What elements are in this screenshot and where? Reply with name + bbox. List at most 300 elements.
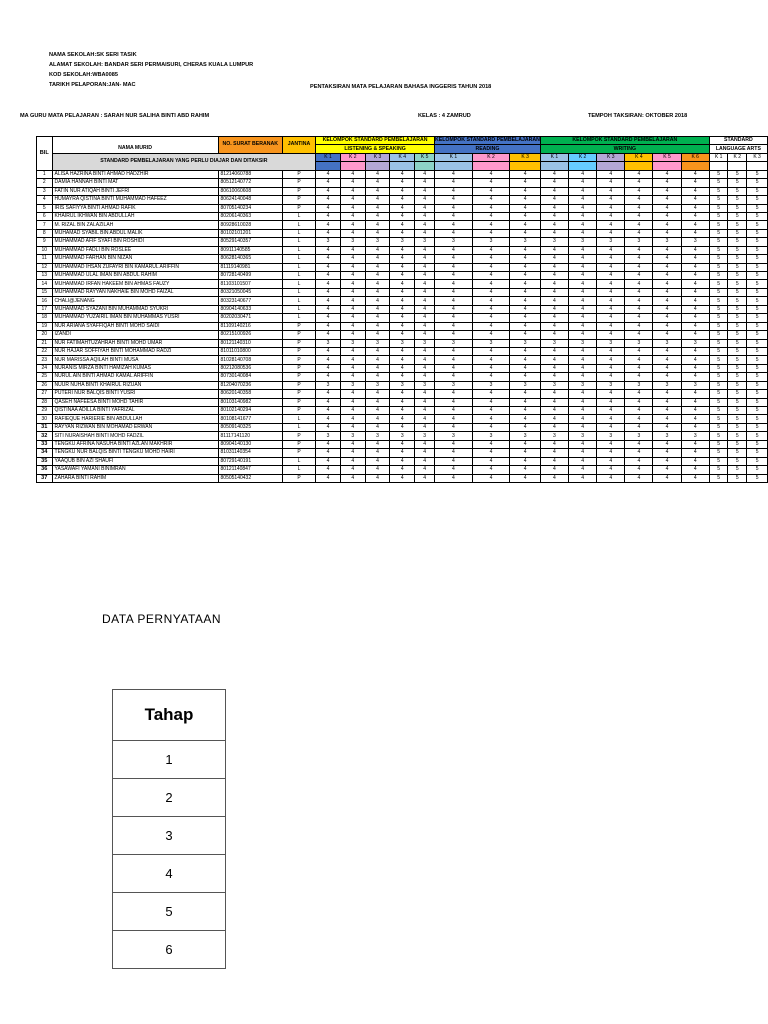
student-gender: L	[282, 280, 315, 288]
table-row	[37, 280, 768, 288]
table-row	[37, 457, 768, 465]
score-cell: 4	[625, 221, 653, 229]
score-cell: 4	[569, 356, 597, 364]
score-cell: 4	[569, 331, 597, 339]
score-cell: 4	[510, 179, 540, 187]
student-name: MUHAMMAD AFIF SYAFI BIN ROSHIDI	[52, 238, 218, 246]
score-cell: 4	[597, 322, 625, 330]
score-cell: 3	[365, 381, 390, 389]
score-cell: 4	[435, 221, 473, 229]
score-cell: 3	[415, 238, 435, 246]
arts-score-cell: 5	[709, 390, 728, 398]
score-cell: 4	[625, 373, 653, 381]
score-cell: 4	[597, 288, 625, 296]
score-cell: 4	[340, 246, 365, 254]
score-cell: 4	[435, 474, 473, 482]
group-writing-sub: WRITING	[540, 145, 709, 153]
arts-score-cell: 5	[728, 339, 747, 347]
student-name: TENGKU NUR BALQIS BINTI TENGKU MOHD HAIRI	[52, 449, 218, 457]
student-gender: P	[282, 407, 315, 415]
score-cell: 4	[472, 170, 510, 178]
student-name: NURANIS MIRZA BINTI HAMIZAH KUMAS	[52, 364, 218, 372]
student-gender: P	[282, 356, 315, 364]
score-cell: 4	[390, 331, 415, 339]
score-cell: 4	[540, 280, 568, 288]
score-cell: 3	[390, 339, 415, 347]
score-cell: 3	[597, 238, 625, 246]
student-ic: 80705140234	[218, 204, 282, 212]
score-cell: 4	[681, 457, 709, 465]
arts-score-cell: 5	[728, 331, 747, 339]
arts-score-cell: 5	[747, 415, 768, 423]
score-cell: 4	[340, 457, 365, 465]
row-bil: 30	[37, 415, 53, 423]
student-ic: 80202030471	[218, 314, 282, 322]
arts-score-cell: 5	[709, 398, 728, 406]
score-cell: 3	[316, 339, 341, 347]
score-cell: 4	[340, 466, 365, 474]
arts-score-cell: 5	[709, 212, 728, 220]
score-cell: 4	[472, 440, 510, 448]
score-cell: 4	[681, 373, 709, 381]
score-cell: 4	[653, 347, 681, 355]
row-bil: 19	[37, 322, 53, 330]
student-name: MUHAMMAD YUZAIRIL IMAN BIN MUHAMMAS YUSRI	[52, 314, 218, 322]
tahap-table	[112, 689, 226, 969]
score-cell: 4	[316, 255, 341, 263]
class-label: KELAS : 4 ZAMRUD	[418, 113, 471, 119]
score-cell: 4	[540, 314, 568, 322]
row-bil: 31	[37, 423, 53, 431]
score-cell: 4	[569, 229, 597, 237]
arts-score-cell: 5	[709, 364, 728, 372]
arts-score-cell: 5	[747, 390, 768, 398]
score-cell: 3	[653, 381, 681, 389]
score-cell: 4	[390, 263, 415, 271]
arts-score-cell: 5	[709, 339, 728, 347]
score-cell: 4	[510, 221, 540, 229]
table-row	[37, 322, 768, 330]
score-cell: 4	[340, 263, 365, 271]
score-cell: 4	[597, 179, 625, 187]
score-cell: 4	[472, 221, 510, 229]
score-cell: 4	[390, 305, 415, 313]
score-cell: 4	[597, 474, 625, 482]
score-cell: 4	[540, 415, 568, 423]
score-cell: 4	[569, 187, 597, 195]
score-cell: 4	[540, 373, 568, 381]
score-cell: 4	[569, 280, 597, 288]
period-label: TEMPOH TAKSIRAN: OKTOBER 2018	[588, 113, 688, 119]
student-gender: P	[282, 474, 315, 482]
score-cell: 4	[510, 415, 540, 423]
score-cell: 4	[540, 288, 568, 296]
student-name: MUHAMMAD FARHAN BIN NIZAN	[52, 255, 218, 263]
table-row	[37, 381, 768, 389]
score-cell: 4	[472, 263, 510, 271]
student-name: M. RIZAL BIN ZALAZILAH	[52, 221, 218, 229]
arts-score-cell: 5	[728, 457, 747, 465]
assessment-table	[36, 136, 768, 483]
score-cell: 4	[365, 196, 390, 204]
score-cell: 4	[597, 280, 625, 288]
arts-score-cell: 5	[709, 255, 728, 263]
score-cell: 4	[653, 322, 681, 330]
student-name: KHAIRUL IKHWAN BIN ABDULLAH	[52, 212, 218, 220]
score-cell: 4	[472, 347, 510, 355]
score-cell: 4	[472, 288, 510, 296]
score-cell: 3	[365, 432, 390, 440]
arts-score-cell: 5	[709, 381, 728, 389]
arts-score-cell: 5	[747, 432, 768, 440]
student-gender: P	[282, 187, 315, 195]
row-bil: 33	[37, 440, 53, 448]
score-cell: 4	[472, 246, 510, 254]
table-row	[37, 272, 768, 280]
score-cell: 3	[681, 339, 709, 347]
score-cell: 3	[569, 339, 597, 347]
student-name: YASAWAFI YAMANI BINIMRAN	[52, 466, 218, 474]
arts-score-cell: 5	[747, 272, 768, 280]
student-name: ZAHARA BINTI RAHIM	[52, 474, 218, 482]
score-cell: 4	[316, 322, 341, 330]
table-row	[37, 347, 768, 355]
score-cell: 4	[569, 170, 597, 178]
score-cell: 3	[569, 238, 597, 246]
score-cell: 4	[472, 204, 510, 212]
score-cell: 3	[510, 432, 540, 440]
score-cell: 4	[625, 297, 653, 305]
score-cell: 4	[597, 423, 625, 431]
table-row	[37, 407, 768, 415]
score-cell: 4	[653, 221, 681, 229]
score-cell: 4	[510, 440, 540, 448]
standard-row: STANDARD PEMBELAJARAN YANG PERLU DIAJAR DAN DITAKSIR	[52, 153, 316, 170]
table-row	[37, 474, 768, 482]
arts-score-cell: 5	[747, 398, 768, 406]
score-cell: 4	[569, 196, 597, 204]
score-cell: 3	[415, 381, 435, 389]
group-listening-sub: LISTENING & SPEAKING	[316, 145, 435, 153]
score-cell: 4	[435, 398, 473, 406]
score-cell: 3	[510, 339, 540, 347]
score-cell: 4	[316, 466, 341, 474]
school-header	[49, 50, 253, 90]
student-gender: L	[282, 229, 315, 237]
score-cell: 4	[365, 229, 390, 237]
score-cell: 4	[625, 212, 653, 220]
score-cell: 4	[597, 297, 625, 305]
k-header: K 1	[540, 153, 568, 161]
score-cell: 4	[415, 356, 435, 364]
score-cell: 4	[569, 347, 597, 355]
score-cell: 4	[415, 474, 435, 482]
arts-score-cell: 5	[709, 305, 728, 313]
score-cell: 4	[625, 255, 653, 263]
col-bil: BIL	[37, 137, 53, 171]
tahap-level: 3	[113, 817, 226, 855]
score-cell: 4	[653, 246, 681, 254]
score-cell: 4	[316, 179, 341, 187]
arts-score-cell: 5	[747, 331, 768, 339]
arts-score-cell: 5	[709, 280, 728, 288]
score-cell: 4	[390, 457, 415, 465]
score-cell: 4	[653, 356, 681, 364]
table-row	[37, 246, 768, 254]
student-name: ALISA HAZRINA BINTI AHMAD HADZHIR	[52, 170, 218, 178]
score-cell: 4	[415, 449, 435, 457]
score-cell: 4	[510, 272, 540, 280]
score-cell: 4	[472, 280, 510, 288]
score-cell: 4	[653, 305, 681, 313]
score-cell: 4	[415, 229, 435, 237]
score-cell: 4	[472, 179, 510, 187]
score-cell: 4	[597, 457, 625, 465]
score-cell: 4	[472, 407, 510, 415]
score-cell: 4	[569, 212, 597, 220]
score-cell: 4	[316, 221, 341, 229]
student-ic: 80610060608	[218, 187, 282, 195]
student-gender: L	[282, 238, 315, 246]
student-gender: P	[282, 449, 315, 457]
score-cell: 4	[365, 322, 390, 330]
score-cell: 4	[510, 398, 540, 406]
arts-score-cell: 5	[747, 373, 768, 381]
score-cell: 4	[569, 272, 597, 280]
student-ic: 81214060788	[218, 170, 282, 178]
score-cell: 4	[415, 407, 435, 415]
score-cell: 4	[625, 331, 653, 339]
table-row	[37, 449, 768, 457]
arts-score-cell: 5	[709, 322, 728, 330]
score-cell: 4	[510, 255, 540, 263]
score-cell: 4	[510, 390, 540, 398]
arts-score-cell: 5	[709, 288, 728, 296]
score-cell: 4	[681, 407, 709, 415]
score-cell: 4	[681, 246, 709, 254]
score-cell: 4	[597, 272, 625, 280]
score-cell: 4	[365, 297, 390, 305]
score-cell: 4	[597, 390, 625, 398]
score-cell: 4	[681, 272, 709, 280]
tahap-level: 2	[113, 779, 226, 817]
score-cell: 4	[435, 246, 473, 254]
student-name: MUHAMMAD FADLI BIN ROSLEE	[52, 246, 218, 254]
arts-score-cell: 5	[709, 263, 728, 271]
score-cell: 4	[340, 449, 365, 457]
score-cell: 4	[340, 364, 365, 372]
student-ic: 80215100926	[218, 331, 282, 339]
arts-score-cell: 5	[709, 272, 728, 280]
arts-score-cell: 5	[728, 415, 747, 423]
score-cell: 4	[597, 255, 625, 263]
score-cell: 4	[653, 314, 681, 322]
score-cell: 4	[653, 288, 681, 296]
score-cell: 4	[597, 373, 625, 381]
arts-score-cell: 5	[728, 221, 747, 229]
student-ic: 80730140084	[218, 373, 282, 381]
table-row	[37, 466, 768, 474]
score-cell: 3	[597, 339, 625, 347]
score-cell: 4	[569, 415, 597, 423]
score-cell: 4	[316, 373, 341, 381]
score-cell: 4	[365, 263, 390, 271]
score-cell: 4	[390, 474, 415, 482]
score-cell: 4	[681, 288, 709, 296]
arts-score-cell: 5	[728, 432, 747, 440]
tahap-header: Tahap	[113, 690, 226, 741]
k-header: K 1	[709, 153, 728, 161]
score-cell: 3	[681, 432, 709, 440]
score-cell: 4	[681, 255, 709, 263]
student-gender: L	[282, 272, 315, 280]
score-cell: 4	[625, 280, 653, 288]
score-cell: 4	[653, 297, 681, 305]
score-cell: 4	[340, 187, 365, 195]
score-cell: 4	[597, 415, 625, 423]
score-cell: 4	[340, 272, 365, 280]
score-cell: 4	[340, 297, 365, 305]
score-cell: 4	[540, 449, 568, 457]
score-cell: 4	[681, 187, 709, 195]
row-bil: 35	[37, 457, 53, 465]
student-name: IRIS SAFIYYA BINTI AHMAD RAFIK	[52, 204, 218, 212]
arts-score-cell: 5	[747, 246, 768, 254]
score-cell: 4	[653, 390, 681, 398]
student-gender: P	[282, 170, 315, 178]
score-cell: 4	[415, 272, 435, 280]
table-row	[37, 221, 768, 229]
score-cell: 4	[365, 272, 390, 280]
arts-score-cell: 5	[728, 407, 747, 415]
row-bil: 14	[37, 280, 53, 288]
score-cell: 4	[597, 204, 625, 212]
score-cell: 4	[540, 347, 568, 355]
score-cell: 4	[472, 457, 510, 465]
score-cell: 3	[472, 381, 510, 389]
score-cell: 4	[510, 288, 540, 296]
score-cell: 4	[625, 364, 653, 372]
score-cell: 4	[365, 246, 390, 254]
score-cell: 4	[340, 398, 365, 406]
score-cell: 4	[316, 204, 341, 212]
score-cell: 3	[415, 339, 435, 347]
arts-score-cell: 5	[728, 423, 747, 431]
score-cell: 4	[597, 466, 625, 474]
arts-score-cell: 5	[728, 305, 747, 313]
score-cell: 4	[415, 179, 435, 187]
score-cell: 4	[316, 280, 341, 288]
arts-score-cell: 5	[747, 440, 768, 448]
score-cell: 4	[415, 423, 435, 431]
table-row	[37, 212, 768, 220]
score-cell: 4	[625, 263, 653, 271]
arts-score-cell: 5	[747, 322, 768, 330]
arts-score-cell: 5	[728, 272, 747, 280]
arts-score-cell: 5	[709, 440, 728, 448]
score-cell: 4	[681, 423, 709, 431]
score-cell: 4	[597, 263, 625, 271]
score-cell: 4	[415, 212, 435, 220]
score-cell: 4	[365, 170, 390, 178]
row-bil: 34	[37, 449, 53, 457]
arts-score-cell: 5	[728, 364, 747, 372]
arts-score-cell: 5	[747, 466, 768, 474]
score-cell: 4	[472, 390, 510, 398]
arts-score-cell: 5	[747, 457, 768, 465]
score-cell: 4	[390, 196, 415, 204]
header-line: KOD SEKOLAH:WBA0085	[49, 72, 118, 78]
score-cell: 4	[510, 407, 540, 415]
table-row	[37, 170, 768, 178]
score-cell: 4	[390, 204, 415, 212]
arts-score-cell: 5	[728, 229, 747, 237]
score-cell: 4	[540, 390, 568, 398]
table-row	[37, 390, 768, 398]
arts-score-cell: 5	[747, 280, 768, 288]
score-cell: 4	[653, 466, 681, 474]
score-cell: 4	[365, 179, 390, 187]
student-ic: 81103101507	[218, 280, 282, 288]
score-cell: 4	[472, 297, 510, 305]
score-cell: 4	[472, 364, 510, 372]
score-cell: 4	[415, 415, 435, 423]
score-cell: 4	[681, 221, 709, 229]
arts-score-cell: 5	[728, 280, 747, 288]
tahap-level: 5	[113, 893, 226, 931]
arts-score-cell: 5	[728, 322, 747, 330]
score-cell: 4	[597, 449, 625, 457]
student-ic: 80321050045	[218, 288, 282, 296]
score-cell: 4	[365, 204, 390, 212]
table-row	[37, 356, 768, 364]
student-name: TENGKU AFRINA NASUHA BINTI AZLAN MAKHRIR	[52, 440, 218, 448]
row-bil: 25	[37, 373, 53, 381]
student-gender: P	[282, 381, 315, 389]
score-cell: 4	[435, 423, 473, 431]
score-cell: 3	[510, 238, 540, 246]
score-cell: 4	[435, 407, 473, 415]
score-cell: 4	[390, 398, 415, 406]
score-cell: 4	[510, 364, 540, 372]
score-cell: 4	[569, 322, 597, 330]
score-cell: 4	[569, 457, 597, 465]
row-bil: 7	[37, 221, 53, 229]
student-gender: L	[282, 466, 315, 474]
student-name: MUHAMMAD RAYYAN NAKHAIE BIN MOHD FAIZAL	[52, 288, 218, 296]
row-bil: 4	[37, 196, 53, 204]
score-cell: 4	[340, 373, 365, 381]
score-cell: 4	[435, 331, 473, 339]
score-cell: 4	[569, 305, 597, 313]
score-cell: 4	[681, 179, 709, 187]
arts-score-cell: 5	[728, 466, 747, 474]
student-ic: 81028140708	[218, 356, 282, 364]
score-cell: 4	[316, 297, 341, 305]
score-cell: 4	[681, 440, 709, 448]
score-cell: 4	[569, 423, 597, 431]
arts-score-cell: 5	[747, 297, 768, 305]
arts-score-cell: 5	[728, 474, 747, 482]
score-cell: 4	[390, 212, 415, 220]
score-cell: 4	[681, 364, 709, 372]
k-header: K 1	[435, 153, 473, 161]
student-name: MUHAMAD SYABIL BIN ABDUL MALIK	[52, 229, 218, 237]
table-row	[37, 255, 768, 263]
arts-score-cell: 5	[709, 187, 728, 195]
score-cell: 4	[435, 356, 473, 364]
student-gender: L	[282, 305, 315, 313]
